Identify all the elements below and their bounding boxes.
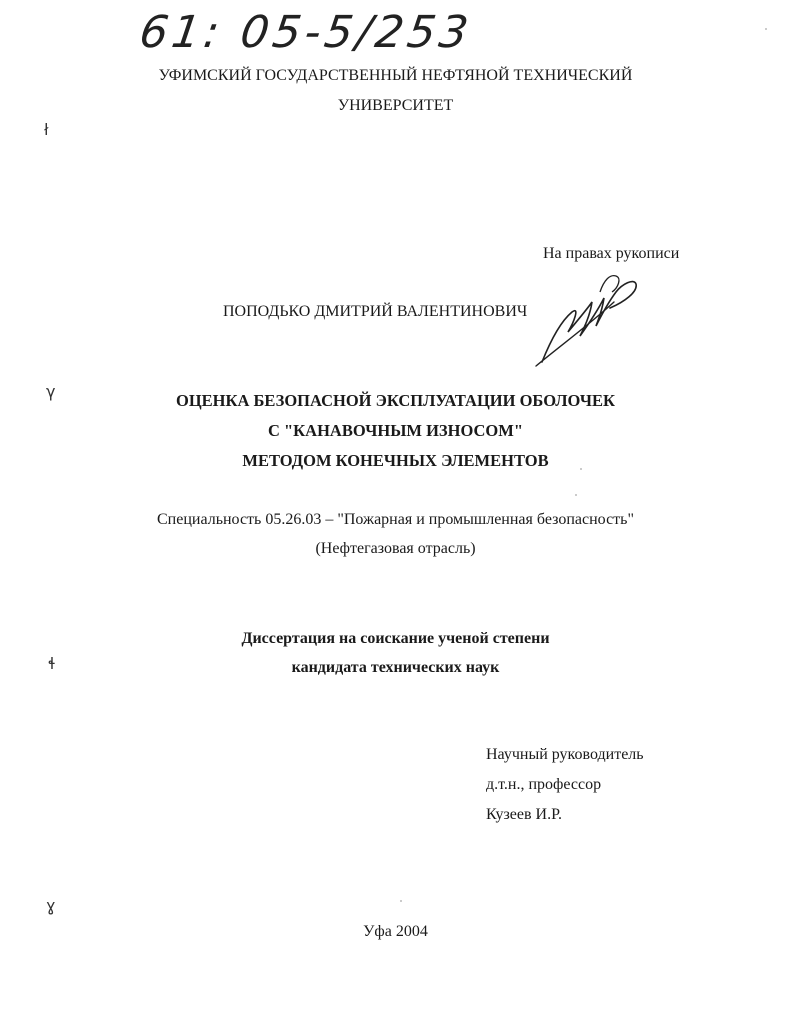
university-name-line2: УНИВЕРСИТЕТ: [337, 97, 454, 114]
specialty-line2: (Нефтегазовая отрасль): [315, 540, 476, 557]
supervisor-name: Кузеев И.Р.: [486, 806, 562, 823]
place-and-year: Уфа 2004: [363, 923, 428, 940]
author-name: ПОПОДЬКО ДМИТРИЙ ВАЛЕНТИНОВИЧ: [223, 303, 528, 320]
dissertation-title-line3: МЕТОДОМ КОНЕЧНЫХ ЭЛЕМЕНТОВ: [242, 451, 549, 470]
scan-speck: [575, 494, 577, 496]
scan-speck: [400, 900, 402, 902]
margin-mark-2: γ: [46, 382, 56, 401]
supervisor-degree: д.т.н., профессор: [486, 776, 602, 793]
dissertation-title-line2: С "КАНАВОЧНЫМ ИЗНОСОМ": [267, 421, 523, 440]
author-signature: [530, 262, 640, 372]
degree-statement-line1: Диссертация на соискание ученой степени: [241, 630, 550, 647]
degree-statement-line2: кандидата технических наук: [291, 659, 500, 676]
scan-speck: [765, 28, 767, 30]
margin-mark-1: ł: [44, 120, 49, 139]
manuscript-rights-note: На правах рукописи: [543, 245, 680, 262]
margin-mark-3: ɬ: [48, 654, 56, 673]
specialty-line1: Специальность 05.26.03 – "Пожарная и промышленная безопасность": [157, 511, 634, 528]
dissertation-title-line1: ОЦЕНКА БЕЗОПАСНОЙ ЭКСПЛУАТАЦИИ ОБОЛОЧЕК: [175, 391, 616, 410]
supervisor-label: Научный руководитель: [486, 746, 644, 763]
university-name-line1: УФИМСКИЙ ГОСУДАРСТВЕННЫЙ НЕФТЯНОЙ ТЕХНИЧЕСКИЙ: [158, 67, 633, 84]
archive-code-handwritten: 61: 05-5/253: [136, 7, 476, 58]
margin-mark-4: ɣ: [46, 896, 56, 915]
scan-speck: [580, 468, 582, 470]
